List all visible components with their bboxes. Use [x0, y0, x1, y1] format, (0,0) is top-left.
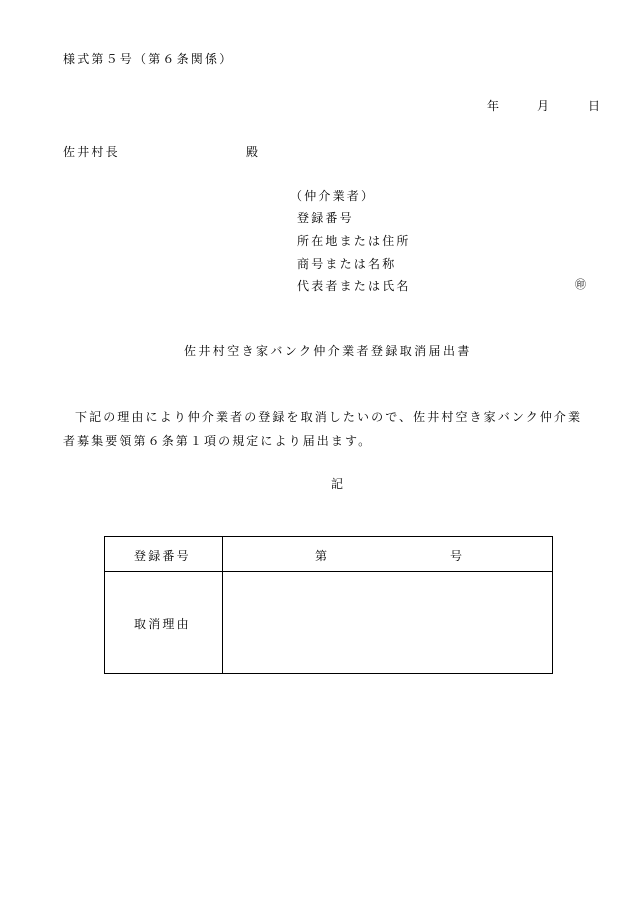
table-column-divider	[222, 537, 223, 673]
applicant-representative-label: 代表者または氏名	[297, 279, 411, 293]
date-month-label: 月	[537, 99, 552, 113]
applicant-heading: （仲介業者）	[290, 189, 376, 203]
date-year-label: 年	[487, 99, 502, 113]
body-text	[63, 405, 608, 453]
ki-marker: 記	[331, 477, 346, 491]
applicant-address-label: 所在地または住所	[297, 234, 411, 248]
applicant-trade-name-label: 商号または名称	[297, 257, 397, 271]
table-registration-number-prefix: 第	[315, 549, 330, 563]
detail-table	[104, 536, 553, 674]
addressee-suffix: 殿	[246, 145, 261, 159]
table-registration-number-label: 登録番号	[134, 549, 191, 563]
body-line-1: 下記の理由により仲介業者の登録を取消したいので、佐井村空き家バンク仲介業	[75, 410, 583, 424]
form-number: 様式第５号（第６条関係）	[63, 52, 234, 66]
date-day-label: 日	[588, 99, 603, 113]
document-title: 佐井村空き家バンク仲介業者登録取消届出書	[184, 344, 472, 358]
addressee-name: 佐井村長	[63, 145, 120, 159]
body-line-2: 者募集要領第６条第１項の規定により届出ます。	[63, 434, 373, 448]
table-reason-label: 取消理由	[134, 617, 191, 631]
applicant-registration-number-label: 登録番号	[297, 211, 354, 225]
table-row-divider	[105, 571, 552, 572]
seal-mark-icon: ㊞	[575, 278, 586, 291]
table-registration-number-suffix: 号	[450, 549, 465, 563]
